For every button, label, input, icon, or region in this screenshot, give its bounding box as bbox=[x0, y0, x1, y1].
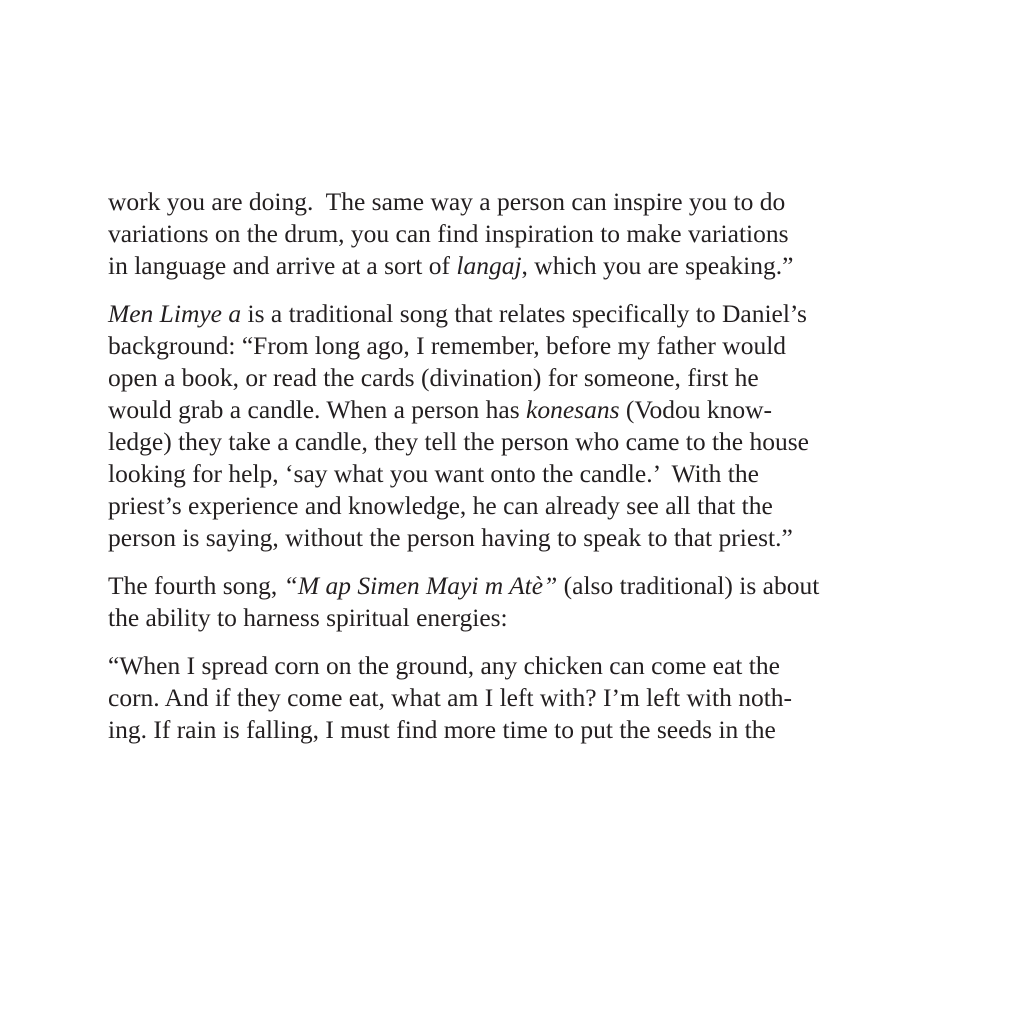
text-run: in language and arrive at a sort of bbox=[108, 251, 457, 280]
italic-text-run: “M ap Simen Mayi m Atè” bbox=[283, 571, 558, 600]
text-run: person is saying, without the person having to speak to that priest.” bbox=[108, 523, 793, 552]
text-run: the ability to harness spiritual energies: bbox=[108, 603, 508, 632]
paragraph bbox=[108, 650, 916, 746]
text-run: background: “From long ago, I remember, before my father would bbox=[108, 331, 787, 360]
text-line bbox=[108, 330, 916, 362]
text-run: “When I spread corn on the ground, any chicken can come eat the bbox=[108, 651, 780, 680]
text-run: open a book, or read the cards (divination) for someone, first he bbox=[108, 363, 759, 392]
text-run: ing. If rain is falling, I must find more time to put the seeds in the bbox=[108, 715, 776, 744]
text-run: looking for help, ‘say what you want onto the candle.’ With the bbox=[108, 459, 759, 488]
text-line bbox=[108, 186, 916, 218]
paragraph bbox=[108, 570, 916, 634]
text-line bbox=[108, 218, 916, 250]
text-run: variations on the drum, you can find inspiration to make variations bbox=[108, 219, 789, 248]
paragraph bbox=[108, 298, 916, 554]
text-line bbox=[108, 650, 916, 682]
italic-text-run: konesans bbox=[526, 395, 620, 424]
text-line bbox=[108, 362, 916, 394]
body-text bbox=[108, 186, 916, 746]
text-line bbox=[108, 714, 916, 746]
text-run: ledge) they take a candle, they tell the person who came to the house bbox=[108, 427, 809, 456]
text-run: is a traditional song that relates specifically to Daniel’s bbox=[241, 299, 807, 328]
text-run: work you are doing. The same way a person can inspire you to do bbox=[108, 187, 786, 216]
text-line bbox=[108, 522, 916, 554]
text-run: (Vodou know- bbox=[619, 395, 773, 424]
text-run: The fourth song, bbox=[108, 571, 284, 600]
paragraph bbox=[108, 186, 916, 282]
text-run: (also traditional) is about bbox=[557, 571, 820, 600]
text-run: corn. And if they come eat, what am I left with? I’m left with noth- bbox=[108, 683, 793, 712]
italic-text-run: Men Limye a bbox=[108, 299, 242, 328]
italic-text-run: langaj bbox=[456, 251, 522, 280]
text-run: would grab a candle. When a person has bbox=[108, 395, 527, 424]
text-line bbox=[108, 458, 916, 490]
text-line bbox=[108, 490, 916, 522]
text-run: priest’s experience and knowledge, he can already see all that the bbox=[108, 491, 773, 520]
text-line bbox=[108, 602, 916, 634]
text-line bbox=[108, 394, 916, 426]
text-line bbox=[108, 426, 916, 458]
text-run: , which you are speaking.” bbox=[521, 251, 794, 280]
text-line bbox=[108, 250, 916, 282]
text-line bbox=[108, 682, 916, 714]
text-line bbox=[108, 570, 916, 602]
text-line bbox=[108, 298, 916, 330]
